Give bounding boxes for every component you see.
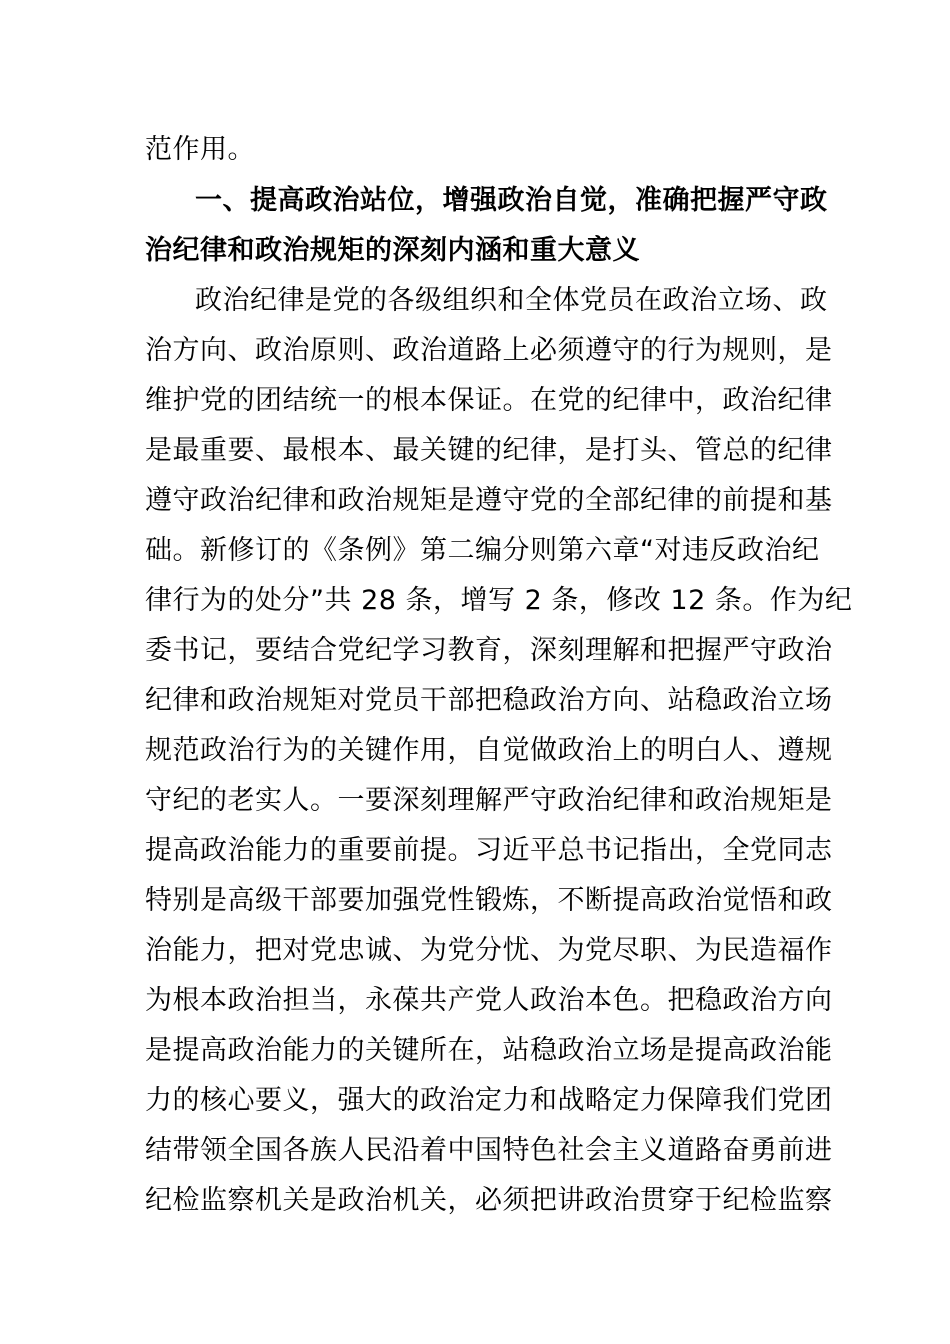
paragraph-line-2: 治方向、政治原则、政治道路上必须遵守的行为规则，是: [145, 335, 833, 366]
paragraph-line-16: 是提高政治能力的关键所在，站稳政治立场是提高政治能: [145, 1035, 833, 1066]
paragraph-line-9: 纪律和政治规矩对党员干部把稳政治方向、站稳政治立场: [145, 685, 833, 716]
paragraph-line-6: 础。新修订的《条例》第二编分则第六章“对违反政治纪: [145, 535, 820, 566]
paragraph-line-15: 为根本政治担当，永葆共产党人政治本色。把稳政治方向: [145, 985, 833, 1016]
paragraph-line-18: 结带领全国各族人民沿着中国特色社会主义道路奋勇前进: [145, 1135, 833, 1166]
paragraph-line-14: 治能力，把对党忠诚、为党分忧、为党尽职、为民造福作: [145, 935, 833, 966]
section-heading-line-1: 一、提高政治站位，增强政治自觉，准确把握严守政: [195, 185, 828, 216]
paragraph-line-5: 遵守政治纪律和政治规矩是遵守党的全部纪律的前提和基: [145, 485, 833, 516]
paragraph-line-11: 守纪的老实人。一要深刻理解严守政治纪律和政治规矩是: [145, 785, 833, 816]
paragraph-line-8: 委书记，要结合党纪学习教育，深刻理解和把握严守政治: [145, 635, 833, 666]
paragraph-line-12: 提高政治能力的重要前提。习近平总书记指出，全党同志: [145, 835, 833, 866]
paragraph-line-19: 纪检监察机关是政治机关，必须把讲政治贯穿于纪检监察: [145, 1185, 833, 1216]
section-heading-line-2: 治纪律和政治规矩的深刻内涵和重大意义: [145, 235, 640, 266]
paragraph-line-13: 特别是高级干部要加强党性锻炼，不断提高政治觉悟和政: [145, 885, 833, 916]
paragraph-line-7: 律行为的处分”共 28 条，增写 2 条，修改 12 条。作为纪: [145, 585, 853, 616]
text-line-1: 范作用。: [145, 134, 255, 165]
paragraph-line-17: 力的核心要义，强大的政治定力和战略定力保障我们党团: [145, 1085, 833, 1116]
paragraph-line-10: 规范政治行为的关键作用，自觉做政治上的明白人、遵规: [145, 735, 833, 766]
paragraph-line-3: 维护党的团结统一的根本保证。在党的纪律中，政治纪律: [145, 385, 833, 416]
paragraph-line-1: 政治纪律是党的各级组织和全体党员在政治立场、政: [195, 285, 828, 316]
paragraph-line-4: 是最重要、最根本、最关键的纪律，是打头、管总的纪律: [145, 435, 833, 466]
